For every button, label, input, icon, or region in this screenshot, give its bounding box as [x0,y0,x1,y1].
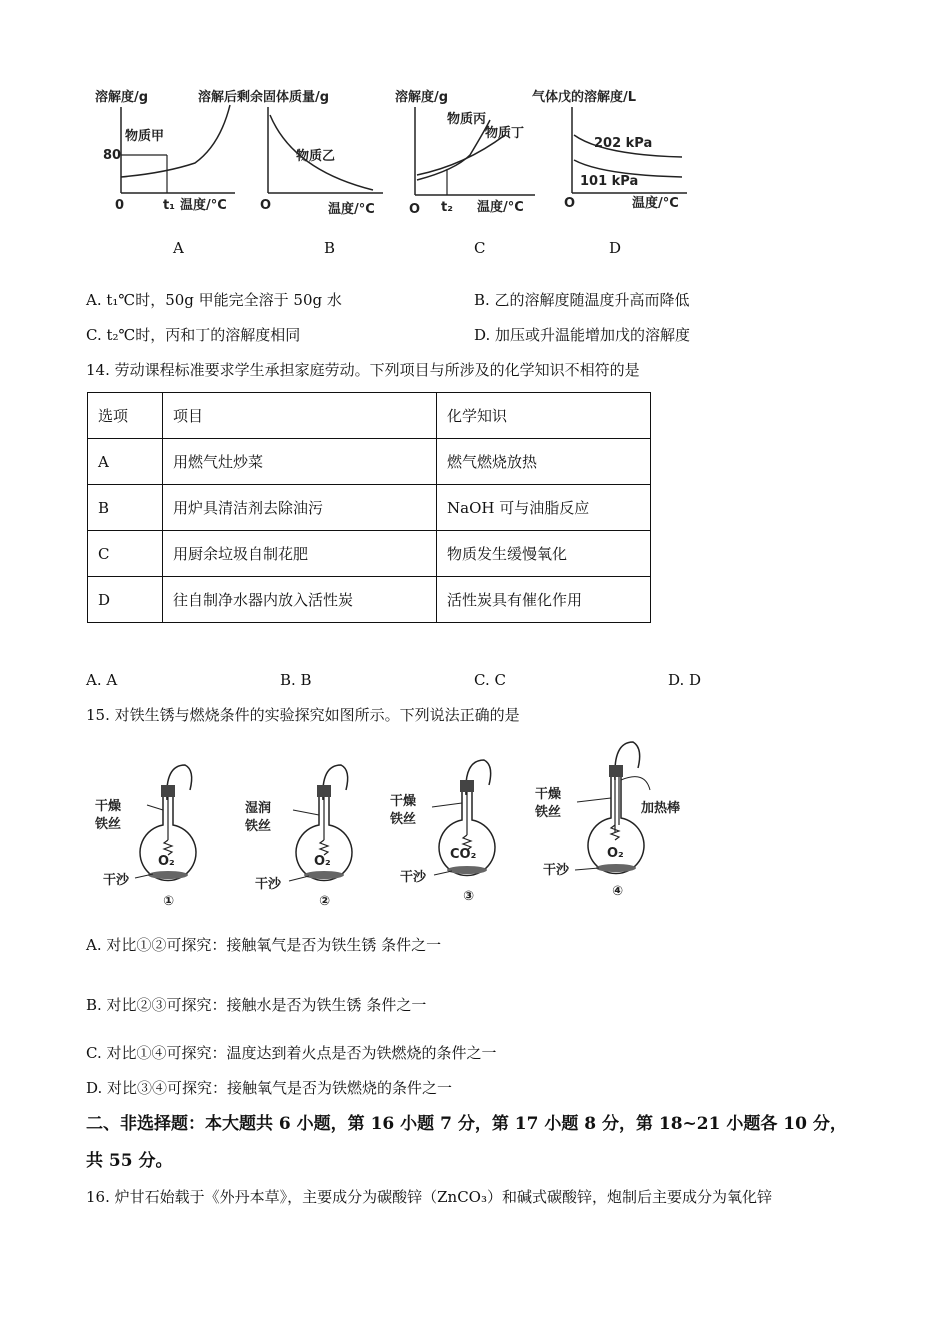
table-row [88,439,651,485]
chart-c-xlabel: 温度/°C [477,200,524,215]
solubility-chart-c [395,85,540,215]
flask-3-wire-line-2: 铁丝 [390,812,417,827]
solid-mass-chart-b [198,85,388,215]
chart-a-xlabel: 温度/°C [180,198,227,213]
flask-1-sand: 干沙 [103,873,130,888]
chart-b-letter: B [324,239,336,257]
q14-option-c[interactable]: C. C [474,671,506,689]
flask-1-wire-line-2: 铁丝 [95,817,122,832]
q14-table [87,392,651,623]
flask-figure-3 [390,755,520,905]
table-header-cell: 选项 [88,393,163,439]
q15-option-d[interactable]: D. 对比③④可探究：接触氧气是否为铁燃烧的条件之一 [86,1079,453,1097]
chart-a-letter: A [173,239,184,257]
chart-b-origin: O [260,198,272,213]
table-cell: D [88,577,163,623]
q13-option-c[interactable]: C. t₂℃时，丙和丁的溶解度相同 [86,326,301,344]
flask-4-rod: 加热棒 [641,801,681,816]
flask-1-wire-line-1: 干燥 [95,799,122,814]
q13-option-d[interactable]: D. 加压或升温能增加戊的溶解度 [474,326,691,344]
table-row [88,485,651,531]
flask-2-gas: O₂ [314,854,331,869]
q15-option-a[interactable]: A. 对比①②可探究：接触氧气是否为铁生锈 条件之一 [86,936,442,954]
table-header-cell: 化学知识 [437,393,651,439]
flask-1-number: ① [163,894,175,909]
table-cell: 往自制净水器内放入活性炭 [163,577,437,623]
table-cell: 用炉具清洁剂去除油污 [163,485,437,531]
flask-3-sand: 干沙 [400,870,427,885]
chart-c-xtick: t₂ [441,200,453,215]
flask-3-number: ③ [463,889,475,904]
chart-b-ylabel: 溶解后剩余固体质量/g [198,90,330,105]
chart-c-curve-label-2: 物质丁 [485,126,525,141]
q15-stem: 15. 对铁生锈与燃烧条件的实验探究如图所示。下列说法正确的是 [86,706,520,724]
flask-figure-2 [245,760,375,910]
flask-3-gas: CO₂ [450,847,477,862]
flask-3-wire-line-1: 干燥 [390,794,417,809]
table-cell: 燃气燃烧放热 [437,439,651,485]
chart-b-curve-label: 物质乙 [296,149,336,164]
flask-2-number: ② [319,894,331,909]
flask-2-wire-line-2: 铁丝 [245,819,272,834]
table-cell: C [88,531,163,577]
chart-b-xlabel: 温度/°C [328,202,375,217]
flask-figure-4 [535,740,710,900]
table-row [88,531,651,577]
table-header-row [88,393,651,439]
q14-option-d[interactable]: D. D [668,671,702,689]
table-cell: 用燃气灶炒菜 [163,439,437,485]
flask-4-sand: 干沙 [543,863,570,878]
flask-4-number: ④ [612,884,624,899]
table-row [88,577,651,623]
q16-stem: 16. 炉甘石始载于《外丹本草》，主要成分为碳酸锌（ZnCO₃）和碱式碳酸锌，炮制后主要成分为氧化锌 [86,1188,772,1206]
table-cell: A [88,439,163,485]
chart-a-origin: 0 [115,198,125,213]
chart-c-origin: O [409,202,421,217]
flask-4-wire-line-1: 干燥 [535,787,562,802]
flask-2-sand: 干沙 [255,877,282,892]
chart-d-origin: O [564,196,576,211]
chart-d-curve-label-2: 101 kPa [580,174,639,189]
q15-option-c[interactable]: C. 对比①④可探究：温度达到着火点是否为铁燃烧的条件之一 [86,1044,497,1062]
q15-option-b[interactable]: B. 对比②③可探究：接触水是否为铁生锈 条件之一 [86,996,427,1014]
chart-c-letter: C [474,239,486,257]
flask-1-gas: O₂ [158,854,175,869]
chart-d-curve-label-1: 202 kPa [594,136,653,151]
chart-a-xtick: t₁ [163,198,175,213]
section-2-heading-line-2: 共 55 分。 [86,1151,173,1171]
chart-a-curve-label: 物质甲 [125,129,165,144]
q13-option-a[interactable]: A. t₁℃时，50g 甲能完全溶于 50g 水 [86,291,342,309]
gas-solubility-chart-d [532,85,692,215]
section-2-heading-line-1: 二、非选择题：本大题共 6 小题，第 16 小题 7 分，第 17 小题 8 分，第 18~21 小题各 10 分， [86,1114,847,1134]
q14-option-a[interactable]: A. A [86,671,118,689]
flask-2-wire-line-1: 湿润 [245,801,272,816]
chart-d-letter: D [609,239,622,257]
chart-a-ytick: 80 [103,148,122,163]
table-cell: B [88,485,163,531]
table-cell: 物质发生缓慢氧化 [437,531,651,577]
flask-4-wire-line-2: 铁丝 [535,805,562,820]
table-cell: NaOH 可与油脂反应 [437,485,651,531]
chart-a-ylabel: 溶解度/g [95,90,149,105]
q14-stem: 14. 劳动课程标准要求学生承担家庭劳动。下列项目与所涉及的化学知识不相符的是 [86,361,640,379]
flask-figure-1 [95,760,225,910]
table-cell: 活性炭具有催化作用 [437,577,651,623]
chart-d-xlabel: 温度/°C [632,196,679,211]
q14-option-b[interactable]: B. B [280,671,312,689]
table-header-cell: 项目 [163,393,437,439]
flask-4-gas: O₂ [607,846,624,861]
chart-d-ylabel: 气体戊的溶解度/L [532,90,637,105]
q13-option-b[interactable]: B. 乙的溶解度随温度升高而降低 [474,291,690,309]
chart-c-ylabel: 溶解度/g [395,90,449,105]
table-cell: 用厨余垃圾自制花肥 [163,531,437,577]
chart-c-curve-label-1: 物质丙 [447,112,487,127]
